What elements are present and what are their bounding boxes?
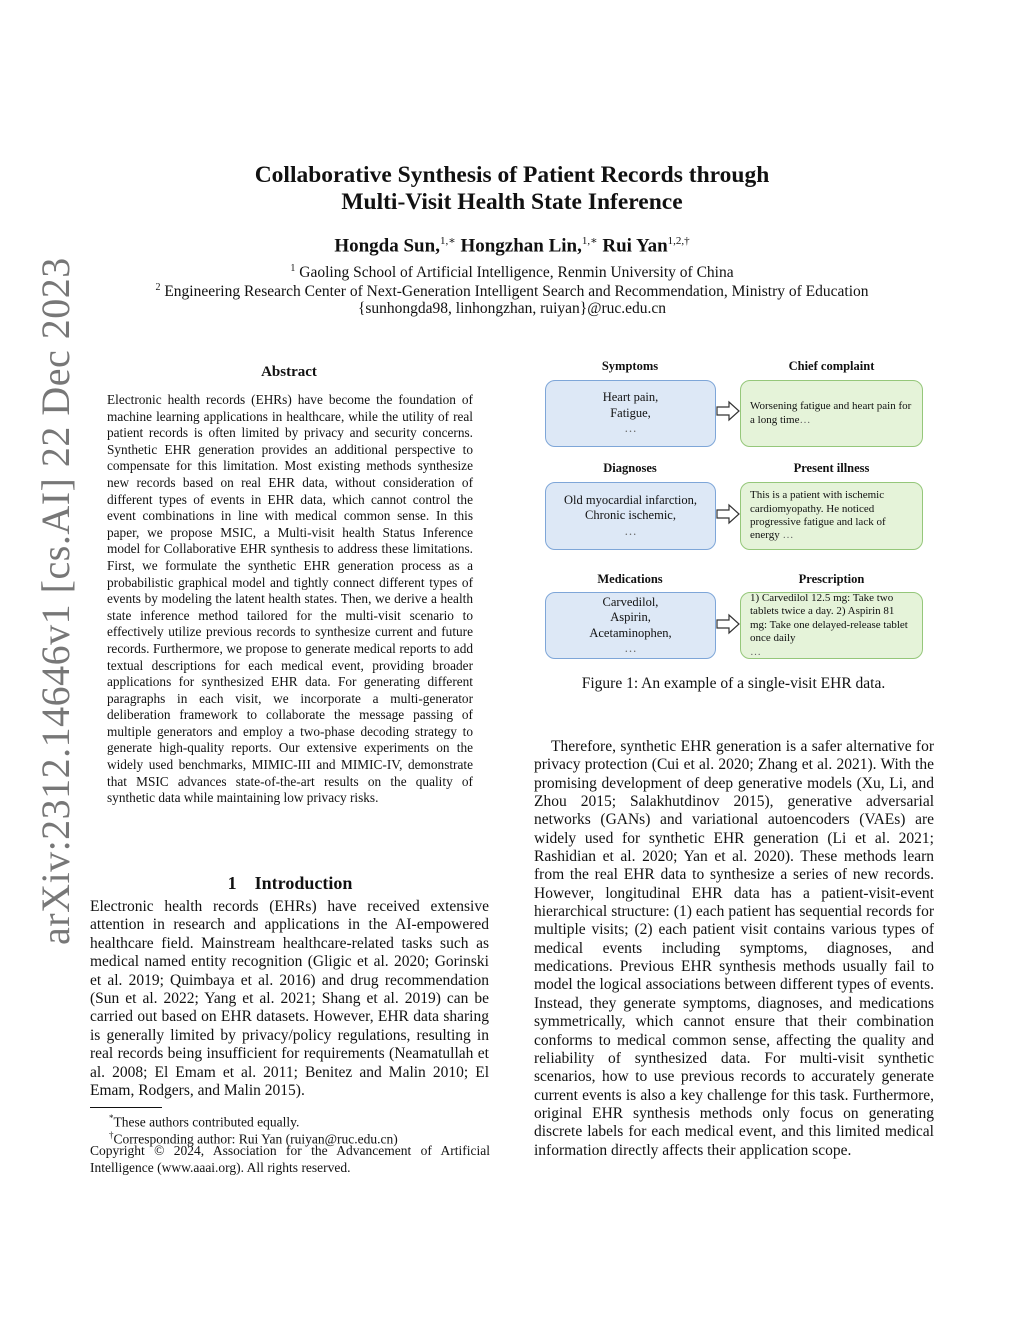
- ellipsis: …: [750, 645, 761, 658]
- diagnosis-item: Old myocardial infarction,: [564, 492, 697, 507]
- figure-box-present-illness: [740, 482, 923, 550]
- author-name: Hongda Sun,: [334, 235, 440, 257]
- author-affiliation-mark: 1,∗: [439, 235, 456, 247]
- figure-box-diagnoses: [545, 482, 716, 550]
- figure-label-chief-complaint: Chief complaint: [788, 359, 875, 373]
- arrow-right-icon: [716, 503, 740, 525]
- symptom-item: Heart pain,: [602, 390, 659, 405]
- diagnosis-item: …: [624, 523, 637, 538]
- paper-title-line-1: Collaborative Synthesis of Patient Records through: [254, 162, 770, 188]
- figure-1-caption: Figure 1: An example of a single-visit EHR data.: [581, 675, 886, 692]
- figure-box-symptoms: [545, 380, 716, 447]
- footnote-mark: *: [109, 1113, 114, 1123]
- chief-complaint-text: [750, 400, 913, 427]
- footnote-mark: †: [109, 1130, 114, 1140]
- figure-label-medications: Medications: [597, 572, 663, 586]
- author-emails: {sunhongda98, linhongzhan, ruiyan}@ruc.edu.cn: [357, 300, 667, 317]
- present-illness-body: This is a patient with ischemic cardiomyopathy. He noticed progressive fatigue and lack of energy: [750, 489, 886, 542]
- abstract-heading: Abstract: [261, 364, 317, 380]
- ellipsis: …: [782, 529, 794, 542]
- copyright-notice: Copyright © 2024, Association for the Advancement of Artificial Intelligence (www.aaai.org). All rights reserved.: [90, 1143, 490, 1175]
- affiliation-2: [0, 282, 1024, 301]
- symptom-item: …: [624, 421, 637, 436]
- paper-title-line-2: Multi-Visit Health State Inference: [341, 189, 683, 215]
- prescription-text: [750, 592, 913, 659]
- author-affiliation-mark: 1,∗: [581, 235, 598, 247]
- affiliation-mark: 1: [290, 263, 296, 274]
- figure-label-symptoms: Symptoms: [601, 359, 659, 373]
- affiliation-1: [0, 263, 1024, 282]
- figure-box-medications: [545, 592, 716, 659]
- chief-complaint-body: Worsening fatigue and heart pain for a long time: [750, 400, 912, 426]
- figure-box-chief-complaint: [740, 380, 923, 447]
- affiliation-mark: 2: [155, 282, 161, 293]
- author-name: Hongzhan Lin,: [460, 235, 582, 257]
- medication-item: Aspirin,: [610, 610, 651, 624]
- affiliation-text: Engineering Research Center of Next-Generation Intelligent Search and Recommendation, Ministry of Education: [164, 283, 869, 301]
- prescription-body: 1) Carvedilol 12.5 mg: Take two tablets twice a day. 2) Aspirin 81 mg: Take one delayed-release tablet once daily: [750, 591, 908, 645]
- author-name: Rui Yan: [602, 235, 668, 257]
- introduction-paragraph: Electronic health records (EHRs) have received extensive attention in research and applications in the AI-empowered healthcare field. Mainstream healthcare-related tasks such as medical named entity recognition (Gligic et al. 2020; Gorinski et al. 2019; Quimbaya et al. 2016) and drug recommendation (Sun et al. 2022; Yang et al. 2021; Shang et al. 2019) can be carried out based on EHR datasets. However, EHR data sharing is generally limited by privacy/policy regulations, resulting in real records being insufficient for requirements (Neamatullah et al. 2008; El Emam et al. 2011; Benitez and Malin 2010; El Emam, Rodgers, and Malin 2015).: [90, 898, 489, 1100]
- arxiv-identifier-stamp: arXiv:2312.14646v1 [cs.AI] 22 Dec 2023: [33, 257, 78, 945]
- diagnosis-item: Chronic ischemic,: [585, 508, 676, 523]
- author-affiliation-mark: 1,2,†: [667, 235, 690, 247]
- footnote-rule: [90, 1107, 162, 1108]
- footnote-text: These authors contributed equally.: [113, 1114, 300, 1130]
- figure-label-present-illness: Present illness: [793, 461, 870, 475]
- author-list: [0, 234, 1024, 257]
- arrow-right-icon: [716, 400, 740, 422]
- medication-item: …: [624, 641, 637, 655]
- figure-label-prescription: Prescription: [798, 572, 865, 586]
- footnote-text: Corresponding author: Rui Yan (ruiyan@ruc.edu.cn): [113, 1131, 398, 1147]
- figure-box-prescription: [740, 592, 923, 659]
- medication-item: Carvedilol,: [602, 594, 659, 609]
- figure-label-diagnoses: Diagnoses: [603, 461, 657, 475]
- right-column-paragraph: Therefore, synthetic EHR generation is a safer alternative for privacy protection (Cui et al. 2020; Zhang et al. 2021). With the promising development of deep generative models (Xu, Li, and Zhou 2015; Salakhutdinov 2015), generative adversarial networks (GANs) and variational autoencoders (VAEs) are widely used for synthetic EHR generation (Li et al. 2021; Rashidian et al. 2020; Yan et al. 2020). These methods learn from the real EHR data to synthesize a series of new records. However, longitudinal EHR data has a patient-visit-event hierarchical structure: (1) each patient has sequential records for multiple visits; (2) each patient visit contains various types of medical events including symptoms, diagnoses, and medications. Previous EHR synthesis methods usually fail to model the logical associations between different types of events. Instead, they generate symptoms, diagnoses, and medications symmetrically, which cannot ensure that their combination conforms to medical common sense, affecting the quality and reliability of synthesized data. For multi-visit synthetic scenarios, how to use previous records to accurately generate current events is also a key challenge for this task. Furthermore, original EHR synthesis methods only focus on generating discrete labels for each medical event, and this limited medical information directly affects their application scope.: [534, 738, 934, 1159]
- medication-item: Acetaminophen,: [589, 625, 672, 640]
- ellipsis: …: [799, 413, 811, 426]
- affiliation-text: Gaoling School of Artificial Intelligence, Renmin University of China: [299, 264, 734, 282]
- section-heading-introduction: 1 Introduction: [227, 873, 353, 893]
- arrow-right-icon: [716, 613, 740, 635]
- present-illness-text: [750, 489, 913, 543]
- abstract-body: Electronic health records (EHRs) have become the foundation of machine learning applications in healthcare, while the utility of real patient records is often limited by privacy and security concerns. Synthetic EHR generation provides an additional perspective to compensate for this limitation. Most existing methods synthesize new records based on real EHR data, without consideration of different types of events in EHR data, which cannot control the event combinations in line with medical common sense. In this paper, we propose MSIC, a Multi-visit health Status Inference model for Collaborative EHR synthesis to address these limitations. First, we formulate the synthetic EHR generation process as a probabilistic graphical model and tightly connect different types of events by modeling the latent health states. Then, we derive a health state inference method tailored for the multi-visit scenario to effectively utilize previous records to synthesize current and future records. Furthermore, we propose to generate medical reports to add textual descriptions for each medical event, providing broader applications for synthesized EHR data. For generating different paragraphs in each visit, we incorporate a multi-generator deliberation framework to collaborate the message passing of multiple generators and employ a two-phase decoding strategy to generate high-quality reports. Our extensive experiments on the widely used benchmarks, MIMIC-III and MIMIC-IV, demonstrate that MSIC advances state-of-the-art results on the quality of synthetic data while maintaining low privacy risks.: [107, 392, 473, 806]
- symptom-item: Fatigue,: [610, 405, 651, 420]
